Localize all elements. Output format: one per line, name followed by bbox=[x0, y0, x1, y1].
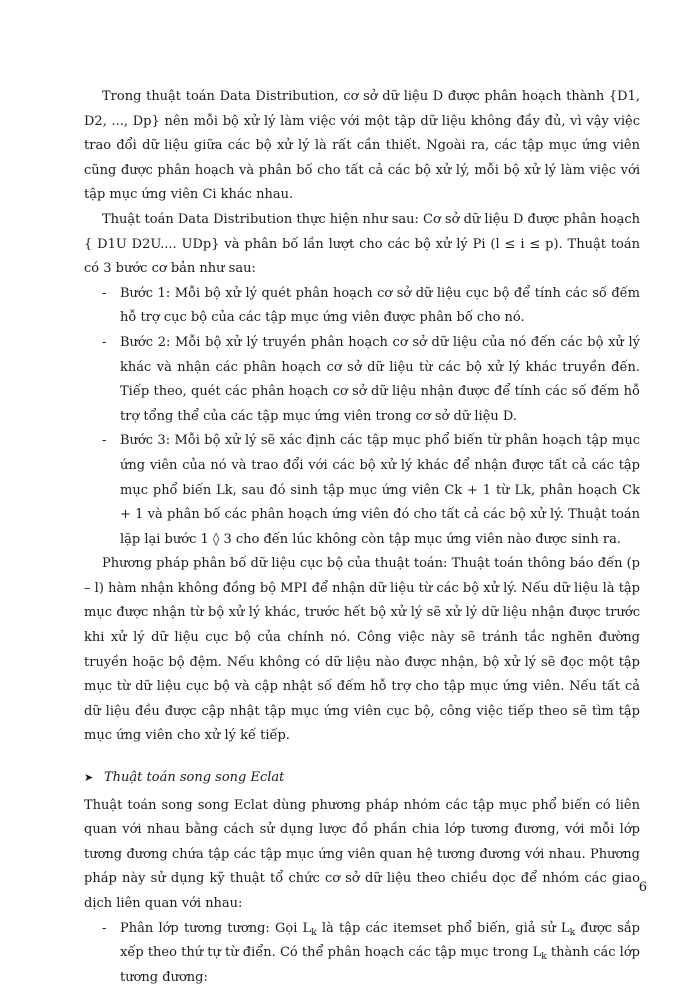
dash-bullet: - bbox=[102, 920, 107, 936]
document-body bbox=[84, 85, 640, 990]
paragraph-intro: Trong thuật toán Data Distribution, cơ sở dữ liệu D được phân hoạch thành {D1, D2, ..., Dp} nên mỗi bộ xử lý làm việc với một tập dữ liệu không đầy đủ, vì vậy việc trao đổi dữ liệu giữa các bộ xử lý là rất cần thiết. Ngoài ra, các tập mục ứng viên cũng được phân hoạch và phân bố cho tất cả các bộ xử lý, mỗi bộ xử lý làm việc với tập mục ứng viên Ci khác nhau. bbox=[84, 89, 640, 203]
step-2-text: Bước 2: Mỗi bộ xử lý truyền phân hoạch cơ sở dữ liệu của nó đến các bộ xử lý khác và nhận các phân hoạch cơ sở dữ liệu từ các bộ xử lý khác truyền đến. Tiếp theo, quét các phân hoạch cơ sở dữ liệu nhận được để tính các số đếm hỗ trợ tổng thể của các tập mục ứng viên trong cơ sở dữ liệu D. bbox=[120, 334, 640, 424]
equivalence-class-text bbox=[120, 921, 640, 985]
list-item bbox=[84, 331, 640, 429]
eclat-list bbox=[84, 917, 640, 990]
section-heading-text: Thuật toán song song Eclat bbox=[104, 770, 285, 786]
list-item bbox=[84, 282, 640, 331]
section-heading bbox=[84, 766, 640, 791]
page-number: 6 bbox=[638, 880, 647, 895]
text-fragment: thành các lớp tương đương: bbox=[120, 945, 640, 985]
list-item bbox=[84, 429, 640, 552]
paragraph-algorithm-overview: Thuật toán Data Distribution thực hiện như sau: Cơ sở dữ liệu D được phân hoạch { D1U D2U.... UDp} và phân bố lần lượt cho các bộ xử lý Pi (l ≤ i ≤ p). Thuật toán có 3 bước cơ bản như sau: bbox=[84, 211, 640, 277]
step-1-text: Bước 1: Mỗi bộ xử lý quét phân hoạch cơ sở dữ liệu cục bộ để tính các số đếm hỗ trợ cục bộ của các tập mục ứng viên được phân bố cho nó. bbox=[120, 285, 640, 326]
paragraph-local-distribution: Phương pháp phân bố dữ liệu cục bộ của thuật toán: Thuật toán thông báo đến (p – l) hàm nhận không đồng bộ MPI để nhận dữ liệu từ các bộ xử lý. Nếu dữ liệu là tập mục được nhận từ bộ xử lý khác, trước hết bộ xử lý sẽ xử lý dữ liệu nhận được trước khi xử lý dữ liệu cục bộ của chính nó. Công việc này sẽ tránh tắc nghẽn đường truyền hoặc bộ đệm. Nếu không có dữ liệu nào được nhận, bộ xử lý sẽ đọc một tập mục từ dữ liệu cục bộ và cập nhật số đếm hỗ trợ cho tập mục ứng viên. Nếu tất cả dữ liệu đều được cập nhật tập mục ứng viên cục bộ, công việc tiếp theo sẽ tìm tập mục ứng viên cho xử lý kế tiếp. bbox=[84, 556, 640, 744]
step-3-text: Bước 3: Mỗi bộ xử lý sẽ xác định các tập mục phổ biến từ phân hoạch tập mục ứng viên của nó và trao đổi với các bộ xử lý khác để nhận được tất cả các tập mục phổ biến Lk, sau đó sinh tập mục ứng viên Ck + 1 từ Lk, phân hoạch Ck + 1 và phân bố các phân hoạch ứng viên đó cho tất cả các bộ xử lý. Thuật toán lặp lại bước 1 ◊ 3 cho đến lúc không còn tập mục ứng viên nào được sinh ra. bbox=[120, 433, 640, 547]
subscript: k bbox=[541, 952, 547, 963]
list-item bbox=[84, 917, 640, 990]
paragraph-eclat: Thuật toán song song Eclat dùng phương pháp nhóm các tập mục phổ biến có liên quan với nhau bằng cách sử dụng lược đồ phần chia lớp tương đương, với mỗi lớp tương đương chứa tập các tập mục ứng viên quan hệ tương đương với nhau. Phương pháp này sử dụng kỹ thuật tổ chức cơ sở dữ liệu theo chiều dọc để nhóm các giao dịch liên quan với nhau: bbox=[84, 797, 640, 911]
subscript: k bbox=[311, 927, 317, 938]
dash-bullet: - bbox=[102, 285, 107, 301]
subscript: k bbox=[569, 927, 576, 938]
steps-list bbox=[84, 282, 640, 553]
text-fragment: là tập các itemset phổ biến, giả sử L bbox=[316, 920, 570, 936]
text-fragment: Phân lớp tương tương: Gọi L bbox=[120, 920, 312, 936]
dash-bullet: - bbox=[102, 334, 107, 350]
dash-bullet: - bbox=[102, 433, 107, 449]
arrow-bullet-icon: ➤ bbox=[84, 771, 94, 785]
text-fragment: được sắp xếp theo thứ tự từ điển. Có thể phân hoạch các tập mục trong L bbox=[120, 920, 641, 961]
